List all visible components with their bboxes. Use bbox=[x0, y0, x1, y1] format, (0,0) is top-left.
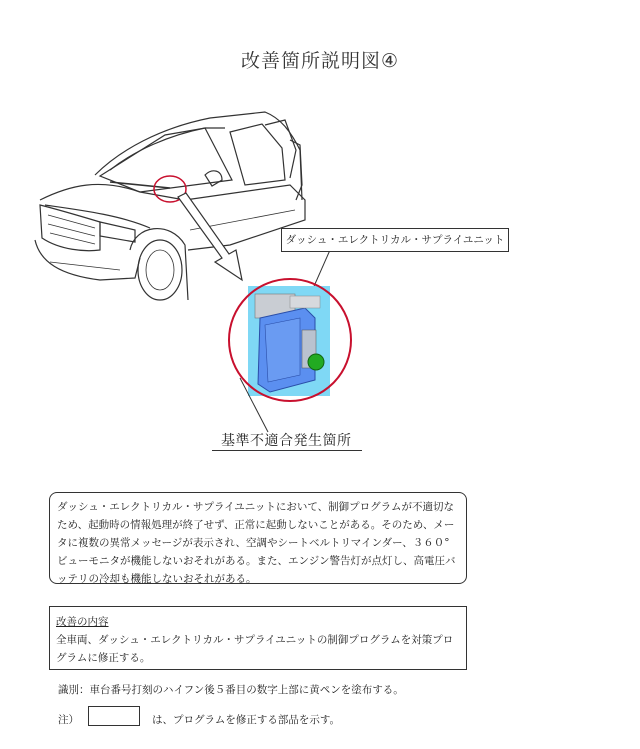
improvement-text: 全車両、ダッシュ・エレクトリカル・サプライユニットの制御プログラムを対策プログラムに修正する。 bbox=[56, 634, 454, 664]
identification-text: 識別：車台番号打刻のハイフン後５番目の数字上部に黄ペンを塗布する。 bbox=[58, 684, 404, 696]
improvement-heading: 改善の内容 bbox=[56, 616, 109, 628]
note-label: 注） bbox=[58, 714, 79, 726]
description-text: ダッシュ・エレクトリカル・サプライユニットにおいて、制御プログラムが不適切なため、起動時の情報処理が終了せず、正常に起動しないことがある。そのため、メータに複数の異常メッセージが表示され、空調やシートベルトリマインダー、３６０° ビューモニタが機能しないおそれがある。また、エンジン警告灯が点灯し、高電圧バッテリの冷却も機能しないおそれがある。 bbox=[57, 501, 456, 585]
callout-label: ダッシュ・エレクトリカル・サプライユニット bbox=[281, 228, 509, 252]
car-illustration bbox=[35, 112, 305, 300]
improvement-box bbox=[49, 606, 467, 670]
note-legend-box bbox=[88, 706, 140, 726]
connector-part bbox=[308, 354, 324, 370]
note-text: は、プログラムを修正する部品を示す。 bbox=[152, 714, 341, 726]
zoom-arrow bbox=[178, 193, 242, 280]
description-box bbox=[49, 492, 467, 584]
nonconformity-label: 基準不適合発生箇所 bbox=[221, 433, 352, 449]
unit-zoom-view bbox=[248, 286, 330, 396]
page-title: 改善箇所説明図④ bbox=[240, 50, 400, 72]
nonconformity-underline bbox=[212, 450, 362, 451]
